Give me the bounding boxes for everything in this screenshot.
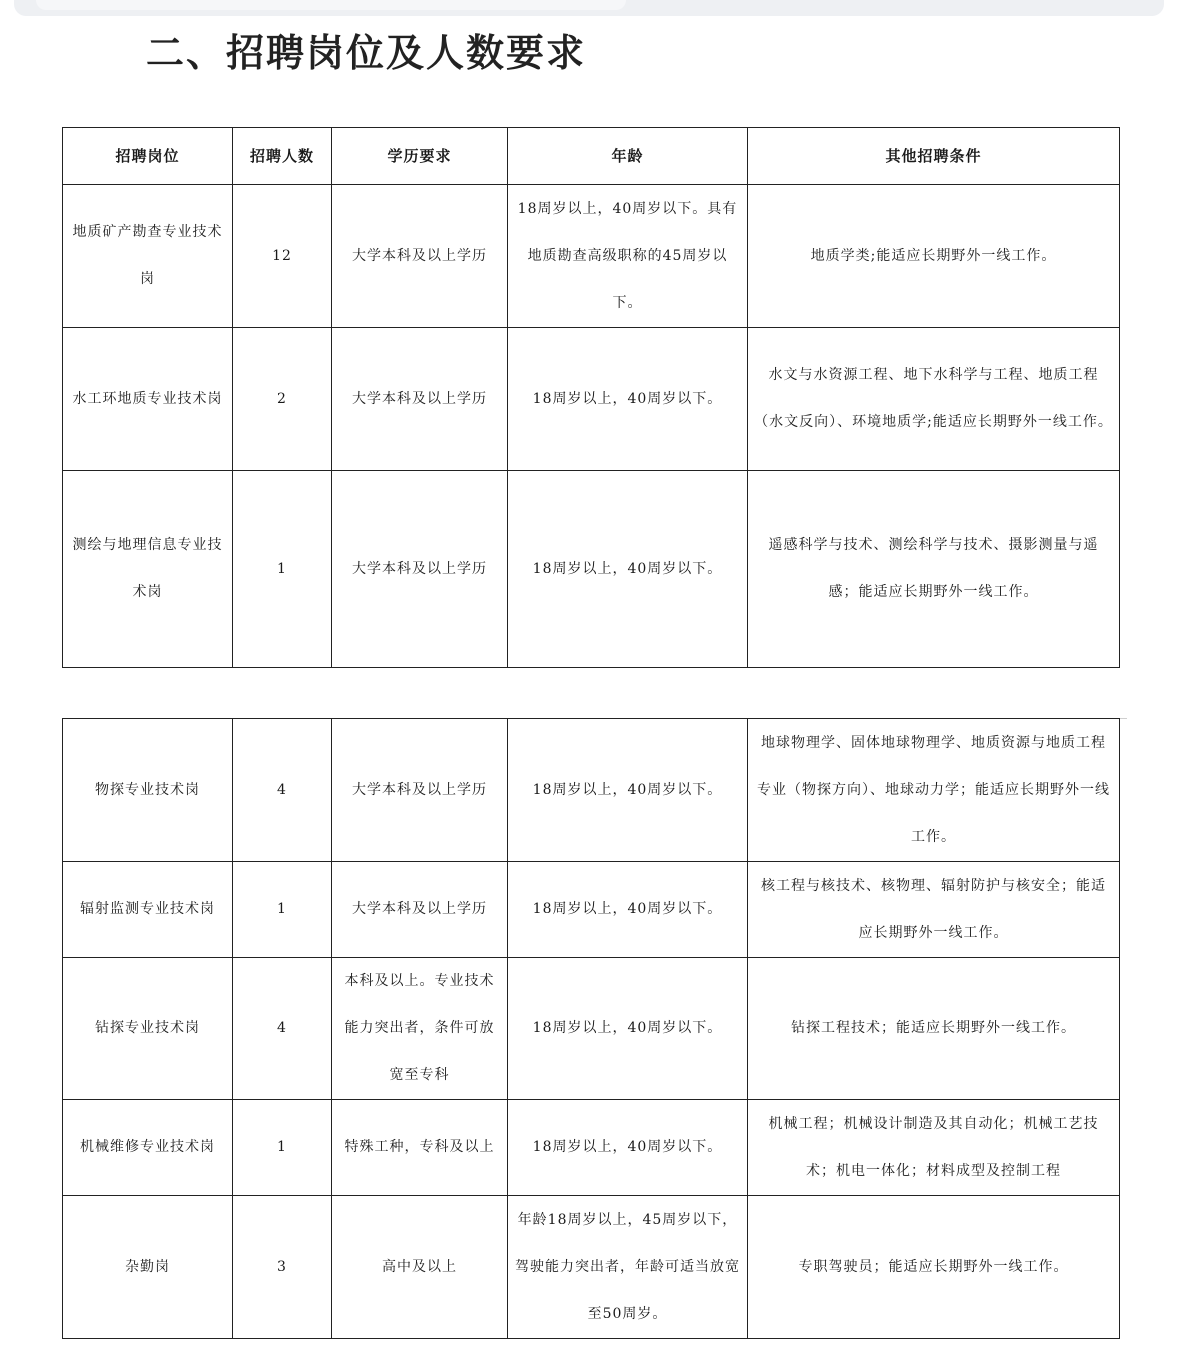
cell-position: 钻探专业技术岗 (63, 958, 233, 1100)
header-age: 年龄 (508, 128, 748, 185)
cell-age: 18周岁以上，40周岁以下。 (508, 719, 748, 862)
cell-other: 专职驾驶员；能适应长期野外一线工作。 (748, 1196, 1120, 1339)
section-heading: 二、招聘岗位及人数要求 (146, 31, 587, 75)
header-education: 学历要求 (332, 128, 508, 185)
recruitment-table-part1 (62, 127, 1120, 668)
cell-age: 18周岁以上，40周岁以下。 (508, 1100, 748, 1196)
top-bar (14, 0, 1164, 16)
cell-age: 18周岁以上，40周岁以下。具有地质勘查高级职称的45周岁以下。 (508, 185, 748, 328)
table-row (63, 1100, 1120, 1196)
table-row (63, 719, 1120, 862)
cell-position: 机械维修专业技术岗 (63, 1100, 233, 1196)
cell-position: 水工环地质专业技术岗 (63, 328, 233, 471)
cell-count: 1 (233, 1100, 332, 1196)
cell-position: 物探专业技术岗 (63, 719, 233, 862)
cell-position: 测绘与地理信息专业技术岗 (63, 471, 233, 668)
table-row (63, 1196, 1120, 1339)
cell-other: 水文与水资源工程、地下水科学与工程、地质工程（水文反向）、环境地质学;能适应长期野外一线工作。 (748, 328, 1120, 471)
cell-age: 18周岁以上，40周岁以下。 (508, 862, 748, 958)
cell-count: 1 (233, 862, 332, 958)
cell-count: 3 (233, 1196, 332, 1339)
cell-education: 本科及以上。专业技术能力突出者，条件可放宽至专科 (332, 958, 508, 1100)
cell-count: 2 (233, 328, 332, 471)
cell-education: 大学本科及以上学历 (332, 185, 508, 328)
cell-age: 18周岁以上，40周岁以下。 (508, 471, 748, 668)
cell-position: 辐射监测专业技术岗 (63, 862, 233, 958)
cell-position: 杂勤岗 (63, 1196, 233, 1339)
cell-age: 年龄18周岁以上，45周岁以下，驾驶能力突出者，年龄可适当放宽至50周岁。 (508, 1196, 748, 1339)
cell-count: 4 (233, 958, 332, 1100)
cell-education: 大学本科及以上学历 (332, 471, 508, 668)
table-row (63, 958, 1120, 1100)
cell-education: 大学本科及以上学历 (332, 862, 508, 958)
cell-other: 核工程与核技术、核物理、辐射防护与核安全；能适应长期野外一线工作。 (748, 862, 1120, 958)
header-other: 其他招聘条件 (748, 128, 1120, 185)
cell-education: 高中及以上 (332, 1196, 508, 1339)
cell-education: 大学本科及以上学历 (332, 328, 508, 471)
cell-age: 18周岁以上，40周岁以下。 (508, 958, 748, 1100)
cell-other: 地质学类;能适应长期野外一线工作。 (748, 185, 1120, 328)
cell-other: 地球物理学、固体地球物理学、地质资源与地质工程专业（物探方向）、地球动力学；能适应长期野外一线工作。 (748, 719, 1120, 862)
cell-other: 遥感科学与技术、测绘科学与技术、摄影测量与遥感；能适应长期野外一线工作。 (748, 471, 1120, 668)
table-row (63, 862, 1120, 958)
table-row (63, 328, 1120, 471)
header-position: 招聘岗位 (63, 128, 233, 185)
table-row (63, 471, 1120, 668)
cell-count: 4 (233, 719, 332, 862)
cell-other: 机械工程；机械设计制造及其自动化；机械工艺技术；机电一体化；材料成型及控制工程 (748, 1100, 1120, 1196)
cell-count: 1 (233, 471, 332, 668)
cell-education: 特殊工种，专科及以上 (332, 1100, 508, 1196)
table-row (63, 185, 1120, 328)
header-count: 招聘人数 (233, 128, 332, 185)
table-header-row (63, 128, 1120, 185)
cell-position: 地质矿产勘查专业技术岗 (63, 185, 233, 328)
top-bar-highlight (36, 0, 626, 10)
cell-education: 大学本科及以上学历 (332, 719, 508, 862)
cell-count: 12 (233, 185, 332, 328)
divider (1119, 718, 1127, 719)
cell-age: 18周岁以上，40周岁以下。 (508, 328, 748, 471)
recruitment-table-part2 (62, 718, 1120, 1339)
cell-other: 钻探工程技术；能适应长期野外一线工作。 (748, 958, 1120, 1100)
